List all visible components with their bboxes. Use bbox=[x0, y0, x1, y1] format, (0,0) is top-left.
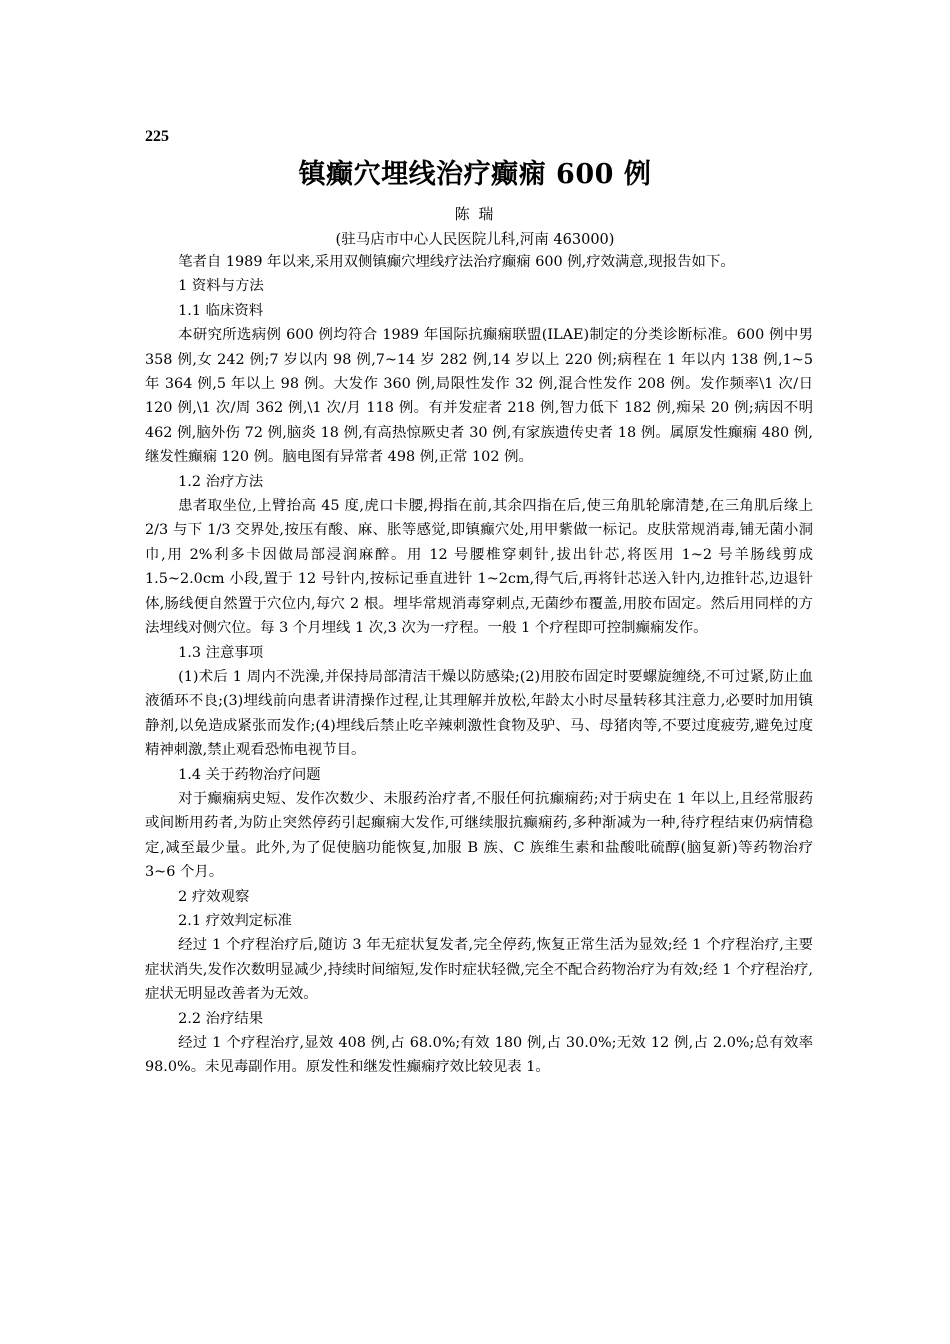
section-heading: 2 疗效观察 bbox=[178, 888, 250, 905]
paragraph-clinical-data: 本研究所选病例 600 例均符合 1989 年国际抗癫痫联盟(ILAE)制定的分类诊断标准。600 例中男 358 例,女 242 例;7 岁以内 98 例,7~14 岁 282 例,14 岁以上 220 例;病程在 1 年以内 138 例,1~5 年 364 例,5 年以上 98 例。大发作 360 例,局限性发作 32 例,混合性发作 208 例。发作频率\1 次/日 120 例,\1 次/周 362 例,\1 次/月 118 例。有并发症者 218 例,智力低下 182 例,痴呆 20 例;病因不明 462 例,脑外伤 72 例,脑炎 18 例,有高热惊厥史者 30 例,有家族遗传史者 18 例。属原发性癫痫 480 例,继发性癫痫 120 例。脑电图有异常者 498 例,正常 102 例。 bbox=[145, 327, 813, 466]
author: 陈 瑞 bbox=[454, 205, 496, 223]
page-number: 225 bbox=[145, 128, 169, 145]
paragraph-drug-therapy: 对于癫痫病史短、发作次数少、未服药治疗者,不服任何抗癫痫药;对于病史在 1 年以上,且经常服药或间断用药者,为防止突然停药引起癫痫大发作,可继续服抗癫痫药,多种渐减为一种,待疗程结束仍病情稳定,减至最少量。此外,为了促使脑功能恢复,加服 B 族、C 族维生素和盐酸吡硫醇(脑复新)等药物治疗 3~6 个月。 bbox=[145, 790, 813, 881]
subsection-heading: 1.2 治疗方法 bbox=[178, 473, 264, 490]
article-title: 镇癫穴埋线治疗癫痫 600 例 bbox=[298, 159, 652, 190]
subsection-heading: 2.1 疗效判定标准 bbox=[178, 912, 292, 929]
paragraph-treatment-method: 患者取坐位,上臂抬高 45 度,虎口卡腰,拇指在前,其余四指在后,使三角肌轮廓清楚,在三角肌后缘上 2/3 与下 1/3 交界处,按压有酸、麻、胀等感觉,即镇癫穴处,用甲紫做一标记。皮肤常规消毒,铺无菌小洞巾,用 2%利多卡因做局部浸润麻醉。用 12 号腰椎穿刺针,拔出针芯,将医用 1~2 号羊肠线剪成 1.5~2.0cm 小段,置于 12 号针内,按标记垂直进针 1~2cm,得气后,再将针芯送入针内,边推针芯,边退针体,肠线便自然置于穴位内,每穴 2 根。埋毕常规消毒穿刺点,无菌纱布覆盖,用胶布固定。然后用同样的方法埋线对侧穴位。每 3 个月埋线 1 次,3 次为一疗程。一般 1 个疗程即可控制癫痫发作。 bbox=[145, 498, 813, 637]
subsection-heading: 1.1 临床资料 bbox=[178, 302, 264, 319]
paragraph-results: 经过 1 个疗程治疗,显效 408 例,占 68.0%;有效 180 例,占 30.0%;无效 12 例,占 2.0%;总有效率 98.0%。未见毒副作用。原发性和继发性癫痫疗效比较见表 1。 bbox=[145, 1035, 813, 1076]
affiliation: (驻马店市中心人民医院儿科,河南 463000) bbox=[335, 232, 615, 248]
paragraph-efficacy-criteria: 经过 1 个疗程治疗后,随访 3 年无症状复发者,完全停药,恢复正常生活为显效;经 1 个疗程治疗,主要症状消失,发作次数明显减少,持续时间缩短,发作时症状轻微,完全不配合药物治疗为有效;经 1 个疗程治疗,症状无明显改善者为无效。 bbox=[145, 937, 813, 1003]
paragraph-precautions: (1)术后 1 周内不洗澡,并保持局部清洁干燥以防感染;(2)用胶布固定时要螺旋缠绕,不可过紧,防止血液循环不良;(3)埋线前向患者讲清操作过程,让其理解并放松,年龄太小时尽量转移其注意力,必要时加用镇静剂,以免造成紧张而发作;(4)埋线后禁止吃辛辣刺激性食物及驴、马、母猪肉等,不要过度疲劳,避免过度精神刺激,禁止观看恐怖电视节目。 bbox=[145, 668, 813, 759]
subsection-heading: 2.2 治疗结果 bbox=[178, 1010, 264, 1027]
section-heading: 1 资料与方法 bbox=[178, 278, 264, 295]
intro-paragraph: 笔者自 1989 年以来,采用双侧镇癫穴埋线疗法治疗癫痫 600 例,疗效满意,现报告如下。 bbox=[178, 254, 735, 270]
article-body bbox=[145, 250, 813, 1080]
subsection-heading: 1.4 关于药物治疗问题 bbox=[178, 766, 321, 783]
subsection-heading: 1.3 注意事项 bbox=[178, 644, 264, 661]
